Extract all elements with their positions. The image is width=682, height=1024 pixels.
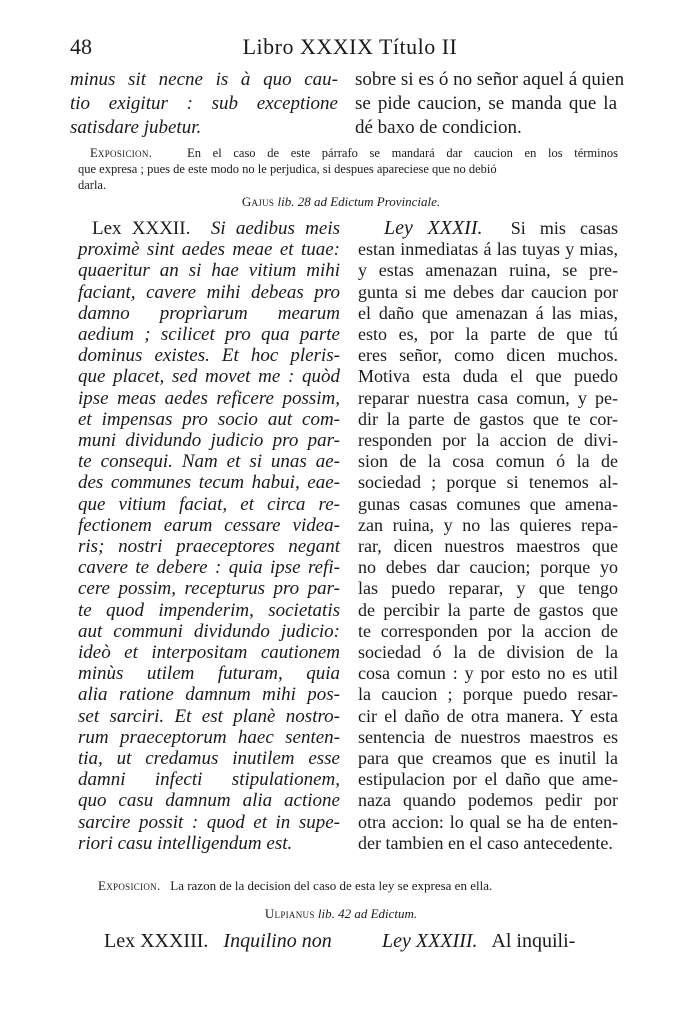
lex-32-spanish-line: rar, dicen nuestros maestros que	[358, 536, 618, 557]
lex-32-latin-line: tia, ut credamus inutilem esse	[78, 748, 340, 770]
lex-32-spanish-line: para que creamos que es inutil la	[358, 748, 618, 769]
lex-32-latin-line: fectionem earum cessare videa-	[78, 514, 340, 536]
top-spanish-line: sobre si es ó no señor aquel á quien	[355, 69, 625, 90]
lex-32-spanish-line: zan ruina, y no las quieres repa-	[358, 514, 618, 535]
exposicion-1-line-3: darla.	[78, 178, 107, 192]
top-spanish-line: se pide caucion, se manda que la	[355, 93, 617, 114]
lex-32-latin-line: te consequi. Nam et si unas ae-	[78, 451, 340, 473]
lex-32-spanish-line: estipulacion por el daño que ame-	[358, 769, 618, 790]
running-title: Libro XXXIX Título II	[242, 34, 458, 59]
source-1	[0, 194, 682, 210]
source-2-author: Ulpianus	[264, 906, 315, 921]
lex-32-spanish-line: sion de la cosa comun ó la de	[358, 451, 618, 472]
lex-32-latin-line: muni dividundo judicio pro par-	[78, 430, 340, 452]
lex-32-spanish-line: la caucion ; porque puedo resar-	[358, 684, 618, 705]
lex-32-latin-line: dominus existes. Et hoc pleris-	[78, 345, 340, 367]
exposicion-1	[78, 145, 618, 193]
lex-32-latin-line: cere possim, recepturus pro par-	[78, 578, 340, 600]
lex-32-latin-line: alia ratione damnum mihi pos-	[78, 684, 340, 706]
lex-32-latin-line: rum praeceptorum haec senten-	[78, 726, 340, 748]
lex-32-latin-line: des communes tecum habui, eae-	[78, 472, 340, 494]
exposicion-2-label: Exposicion.	[98, 878, 161, 893]
exposicion-1-line-1: En el caso de este párrafo se mandará dar caucion en los términos	[187, 146, 618, 160]
lex-32-latin-line: riori casu intelligendum est.	[78, 832, 293, 854]
lex-32-spanish-line: responden por la accion de divi-	[358, 430, 618, 451]
lex-32-latin-line: que vitium faciat, et circa re-	[78, 493, 340, 515]
top-latin-line: minus sit necne is à quo cau-	[70, 69, 338, 90]
lex-32-spanish-first-text: Si mis casas	[482, 218, 618, 238]
lex-32-spanish-column	[358, 218, 618, 854]
lex-32-latin-column	[78, 218, 340, 854]
lex-32-latin-line: ris; nostri praeceptores negant	[78, 536, 340, 558]
lex-32-spanish-line: dir la parte de gastos que te cor-	[358, 408, 618, 429]
lex-32-spanish-line: eres señor, como dicen muchos.	[358, 345, 618, 366]
source-1-author: Gajus	[241, 194, 275, 209]
lex-32-spanish-line: naza quando podemos pedir por	[358, 790, 618, 811]
source-2-ref: lib. 42 ad Edictum.	[317, 906, 418, 921]
page-number: 48	[70, 34, 92, 59]
lex-32-latin-line: ipse meas aedes reficere possim,	[78, 387, 340, 409]
lex-32-latin-line: sarcire possit : quod et in supe-	[78, 811, 340, 833]
lex-32-spanish-heading: Ley XXXII.	[384, 217, 483, 239]
exposicion-1-label: Exposicion.	[90, 146, 153, 160]
lex-32-latin-line: aedium ; scilicet pro qua parte	[78, 324, 340, 346]
lex-32-spanish-line	[358, 218, 618, 239]
lex-32-spanish-line: der tambien en el caso antecedente.	[358, 832, 613, 853]
lex-32-spanish-line: Motiva esta duda el que puedo	[358, 366, 618, 387]
top-latin-line: tio exigitur : sub exceptione	[70, 93, 338, 114]
lex-32-spanish-line: cir el daño de otra manera. Y esta	[358, 705, 618, 726]
lex-32-spanish-line: reparar nuestra casa comun, y pe-	[358, 387, 618, 408]
source-2	[0, 906, 682, 922]
lex-32-latin-line: que placet, sed movet me : quòd	[78, 366, 340, 388]
lex-33-latin-start	[104, 928, 344, 954]
lex-32-spanish-line: gunta si me debes dar caucion por	[358, 281, 618, 302]
lex-32-latin-line: minùs utilem futuram, quia	[78, 663, 340, 685]
lex-32-latin-heading: Lex XXXII.	[92, 218, 191, 239]
top-latin-column	[70, 68, 338, 140]
lex-33-spanish-start	[382, 928, 622, 954]
lex-32-latin-line: damni infecti stipulationem,	[78, 769, 340, 791]
top-latin-line: satisdare jubetur.	[70, 117, 202, 138]
lex-32-spanish-line: estan inmediatas á las tuyas y mias,	[358, 239, 618, 260]
exposicion-2-text: La razon de la decision del caso de esta ley se expresa en ella.	[170, 878, 493, 893]
top-spanish-line: dé baxo de condicion.	[355, 117, 522, 138]
lex-32-latin-line: damno proprìarum mearum	[78, 302, 340, 324]
lex-33-latin-text: Inquilino non	[223, 930, 332, 952]
lex-32-spanish-line: cosa comun : y por esto no es util	[358, 663, 618, 684]
lex-32-spanish-line: y estas amenazan ruina, se pre-	[358, 260, 618, 281]
lex-32-latin-line: aut communi dividundo judicio:	[78, 620, 340, 642]
lex-32-latin-line: cavere te debere : quia ipse refi-	[78, 557, 340, 579]
lex-32-latin-first-text: Si aedibus meis	[190, 218, 340, 239]
exposicion-1-line-2: que expresa ; pues de este modo no le perjudica, si despues apareciese que no debió	[78, 162, 497, 176]
lex-33-spanish-text: Al inquili-	[491, 930, 576, 952]
lex-32-spanish-line: las puedo reparar, y que tengo	[358, 578, 618, 599]
page-header	[70, 34, 630, 64]
lex-32-latin-line: quo casu damnum alia actione	[78, 790, 340, 812]
lex-33-latin-heading: Lex XXXIII.	[104, 930, 209, 952]
lex-32-spanish-line: sentencia de nuestros maestros es	[358, 726, 618, 747]
lex-32-latin-line: et impensas pro socio aut com-	[78, 408, 340, 430]
lex-32-spanish-line: otra accion: lo qual se ha de enten-	[358, 811, 618, 832]
lex-32-latin-line: faciant, cavere mihi debeas pro	[78, 281, 340, 303]
lex-32-spanish-line: no debes dar caucion; porque yo	[358, 557, 618, 578]
lex-32-spanish-line: el daño que amenazan á las mias,	[358, 302, 618, 323]
lex-32-latin-line: proximè sint aedes meae et tuae:	[78, 239, 340, 261]
source-1-ref: lib. 28 ad Edictum Provinciale.	[277, 194, 441, 209]
lex-32-spanish-line: esto es, por la parte de que tú	[358, 324, 618, 345]
lex-32-spanish-line: sociedad ; porque si tenemos al-	[358, 472, 618, 493]
lex-33-spanish-heading: Ley XXXIII.	[382, 930, 478, 952]
lex-32-latin-line	[78, 218, 340, 239]
lex-32-latin-line: quaeritur an si hae vitium mihi	[78, 260, 340, 282]
lex-32-spanish-line: sociedad ó la de division de la	[358, 642, 618, 663]
top-spanish-column	[355, 68, 625, 140]
lex-32-latin-line: set sarciri. Et est planè nostro-	[78, 705, 340, 727]
exposicion-2	[98, 878, 638, 894]
lex-32-spanish-line: gunas casas comunes que amena-	[358, 493, 618, 514]
lex-32-latin-line: ideò et interpositam cautionem	[78, 642, 340, 664]
lex-32-latin-line: te quod impenderim, societatis	[78, 599, 340, 621]
lex-32-spanish-line: de percibir la parte de gastos que	[358, 599, 618, 620]
lex-32-spanish-line: te corresponden por la accion de	[358, 620, 618, 641]
